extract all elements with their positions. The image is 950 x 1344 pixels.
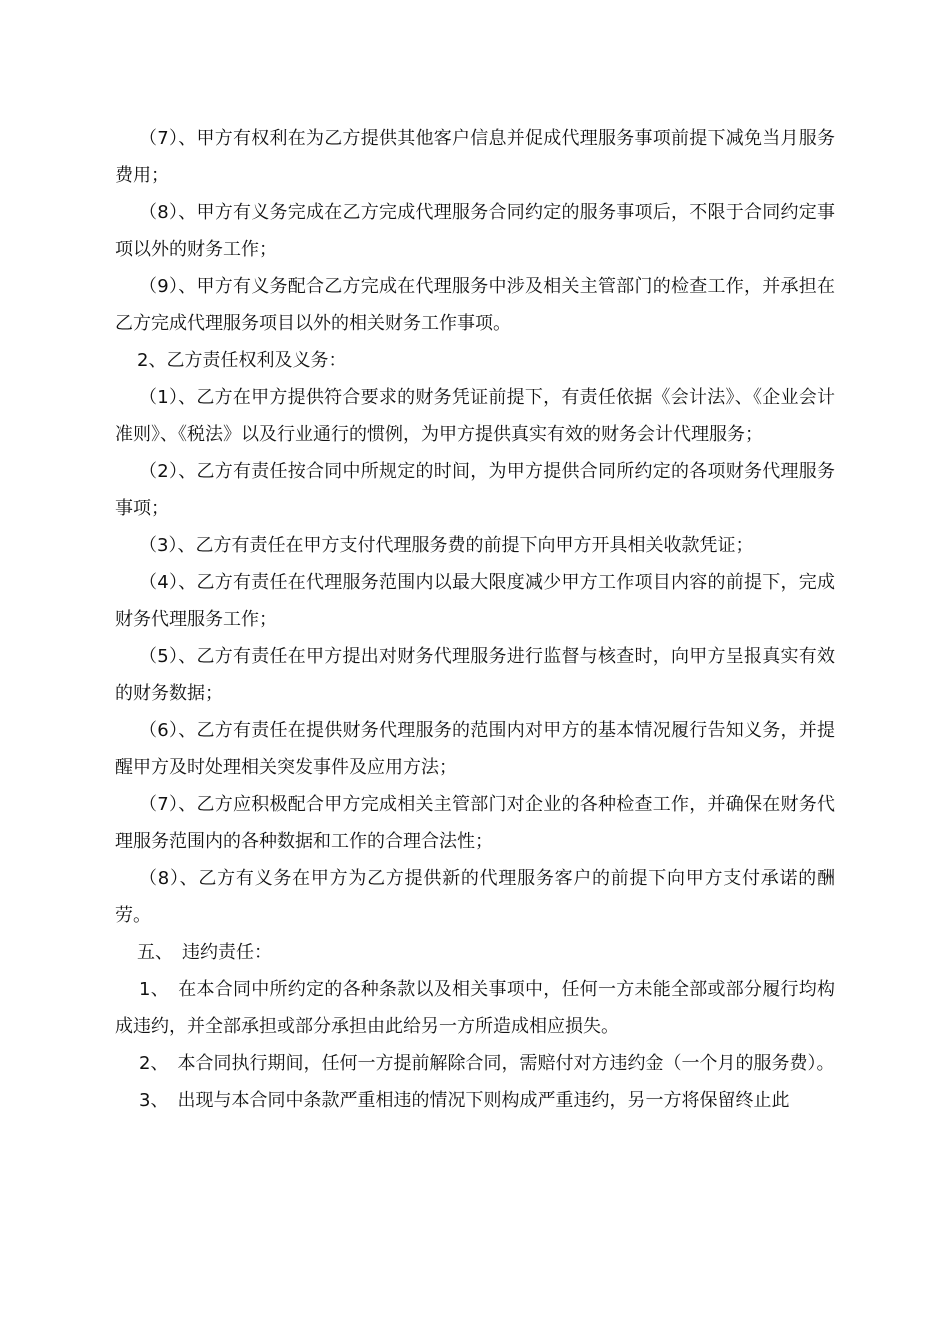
clause-b2: （2）、乙方有责任按合同中所规定的时间，为甲方提供合同所约定的各项财务代理服务事项；	[115, 461, 835, 519]
breach-clause-1: 1、 在本合同中所约定的各种条款以及相关事项中，任何一方未能全部或部分履行均构成违约，并全部承担或部分承担由此给另一方所造成相应损失。	[115, 979, 835, 1037]
clause-b5: （5）、乙方有责任在甲方提出对财务代理服务进行监督与核查时，向甲方呈报真实有效的财务数据；	[115, 646, 835, 704]
breach-clause-3: 3、 出现与本合同中条款严重相违的情况下则构成严重违约，另一方将保留终止此	[139, 1090, 790, 1111]
section-heading-breach: 五、 违约责任：	[137, 942, 272, 963]
clause-b3: （3）、乙方有责任在甲方支付代理服务费的前提下向甲方开具相关收款凭证；	[139, 535, 754, 556]
breach-clause-2: 2、 本合同执行期间，任何一方提前解除合同，需赔付对方违约金（一个月的服务费）。	[139, 1053, 835, 1074]
clause-a7: （7）、甲方有权利在为乙方提供其他客户信息并促成代理服务事项前提下减免当月服务费用；	[115, 128, 835, 186]
clause-b1: （1）、乙方在甲方提供符合要求的财务凭证前提下，有责任依据《会计法》、《企业会计准则》、《税法》以及行业通行的惯例，为甲方提供真实有效的财务会计代理服务；	[115, 387, 835, 445]
clause-a9: （9）、甲方有义务配合乙方完成在代理服务中涉及相关主管部门的检查工作，并承担在乙方完成代理服务项目以外的相关财务工作事项。	[115, 276, 835, 334]
clause-b7: （7）、乙方应积极配合甲方完成相关主管部门对企业的各种检查工作，并确保在财务代理服务范围内的各种数据和工作的合理合法性；	[115, 794, 835, 852]
clause-b6: （6）、乙方有责任在提供财务代理服务的范围内对甲方的基本情况履行告知义务，并提醒甲方及时处理相关突发事件及应用方法；	[115, 720, 835, 778]
document-body	[115, 120, 835, 1119]
clause-a8: （8）、甲方有义务完成在乙方完成代理服务合同约定的服务事项后，不限于合同约定事项以外的财务工作；	[115, 202, 835, 260]
section-heading-party-b: 2、乙方责任权利及义务：	[137, 350, 347, 371]
clause-b4: （4）、乙方有责任在代理服务范围内以最大限度减少甲方工作项目内容的前提下，完成财务代理服务工作；	[115, 572, 835, 630]
clause-b8: （8）、乙方有义务在甲方为乙方提供新的代理服务客户的前提下向甲方支付承诺的酬劳。	[115, 868, 835, 926]
